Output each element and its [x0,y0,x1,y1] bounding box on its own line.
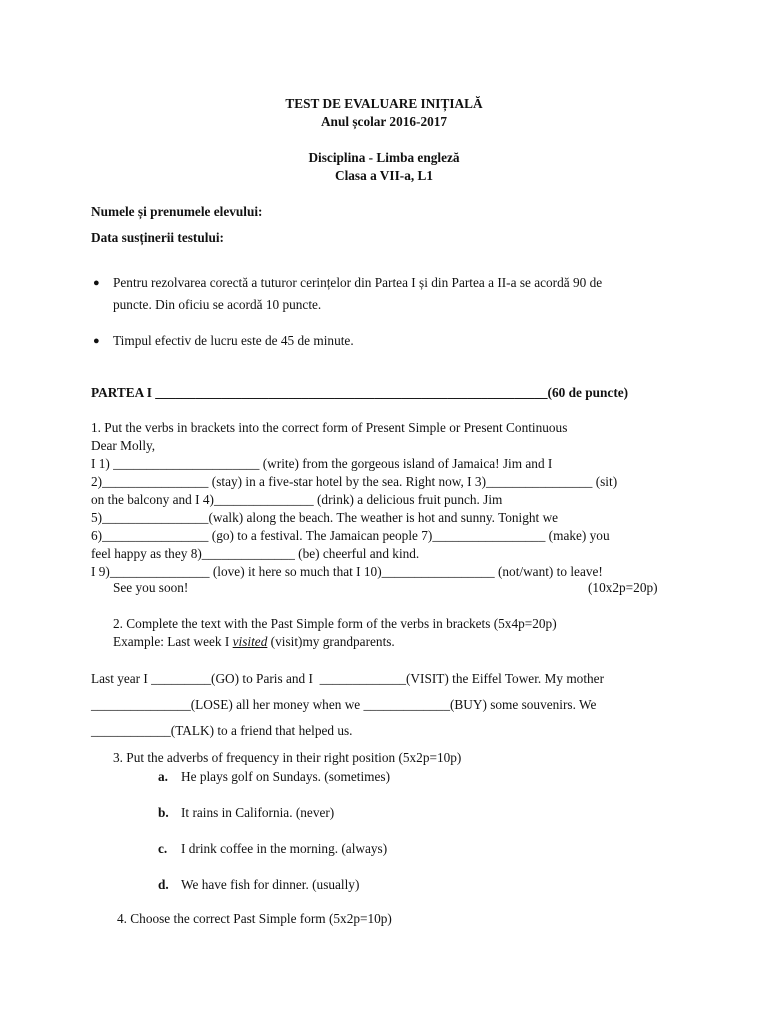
ex1-line: I 9)_______________ (love) it here so much that I 10)_________________ (not/want) to leave! [91,564,603,579]
school-year: Anul școlar 2016-2017 [320,114,448,129]
ex1-line: Dear Molly, [91,438,156,453]
instruction-1-line-1: Pentru rezolvarea corectă a tuturor cerințelor din Partea I și din Partea a II-a se acordă 90 de [113,275,603,290]
class-level: Clasa a VII-a, L1 [334,168,434,183]
ex3-item-letter: a. [158,769,168,784]
ex2-line: _______________(LOSE) all her money when we _____________(BUY) some souvenirs. We [91,697,597,712]
ex2-task: 2. Complete the text with the Past Simple form of the verbs in brackets (5x4p=20p) [113,616,557,631]
ex1-line: 2)________________ (stay) in a five-star hotel by the sea. Right now, I 3)________________ (sit) [91,474,618,489]
ex2-line: Last year I _________(GO) to Paris and I _____________(VISIT) the Eiffel Tower. My mother [91,671,604,686]
ex1-task: 1. Put the verbs in brackets into the correct form of Present Simple or Present Continuous [91,420,568,435]
ex3-item-letter: d. [158,877,169,892]
ex1-line: I 1) ______________________ (write) from the gorgeous island of Jamaica! Jim and I [91,456,553,471]
ex3-item: He plays golf on Sundays. (sometimes) [181,769,391,784]
ex4-task: 4. Choose the correct Past Simple form (5x2p=10p) [117,911,392,926]
bullet-icon: ● [93,335,100,347]
ex2-line: ____________(TALK) to a friend that helped us. [91,723,353,738]
ex1-line: 6)________________ (go) to a festival. The Jamaican people 7)_________________ (make) you [91,528,610,543]
ex3-task: 3. Put the adverbs of frequency in their right position (5x2p=10p) [113,750,462,765]
instruction-2: Timpul efectiv de lucru este de 45 de minute. [113,333,354,348]
ex1-closing: See you soon! [113,580,189,595]
instruction-1-line-2: puncte. Din oficiu se acordă 10 puncte. [113,297,322,312]
test-date-label: Data susținerii testului: [91,230,224,245]
ex3-item-letter: b. [158,805,169,820]
ex3-item: We have fish for dinner. (usually) [181,877,360,892]
subject: Disciplina - Limba engleză [308,150,460,165]
ex3-item: I drink coffee in the morning. (always) [181,841,388,856]
student-name-label: Numele și prenumele elevului: [91,204,263,219]
ex1-line: 5)________________(walk) along the beach. The weather is hot and sunny. Tonight we [91,510,559,525]
bullet-icon: ● [93,277,100,289]
ex3-item: It rains in California. (never) [181,805,335,820]
ex1-line: feel happy as they 8)______________ (be) cheerful and kind. [91,546,420,561]
doc-title: TEST DE EVALUARE INIȚIALĂ [285,96,483,111]
ex1-score: (10x2p=20p) [588,580,658,595]
ex3-item-letter: c. [158,841,168,856]
ex1-line: on the balcony and I 4)_______________ (drink) a delicious fruit punch. Jim [91,492,503,507]
ex2-example: Example: Last week I visited (visit)my grandparents. [113,634,395,649]
part-one-heading: PARTEA I ___________________________________________________________(60 de puncte) [91,385,629,400]
